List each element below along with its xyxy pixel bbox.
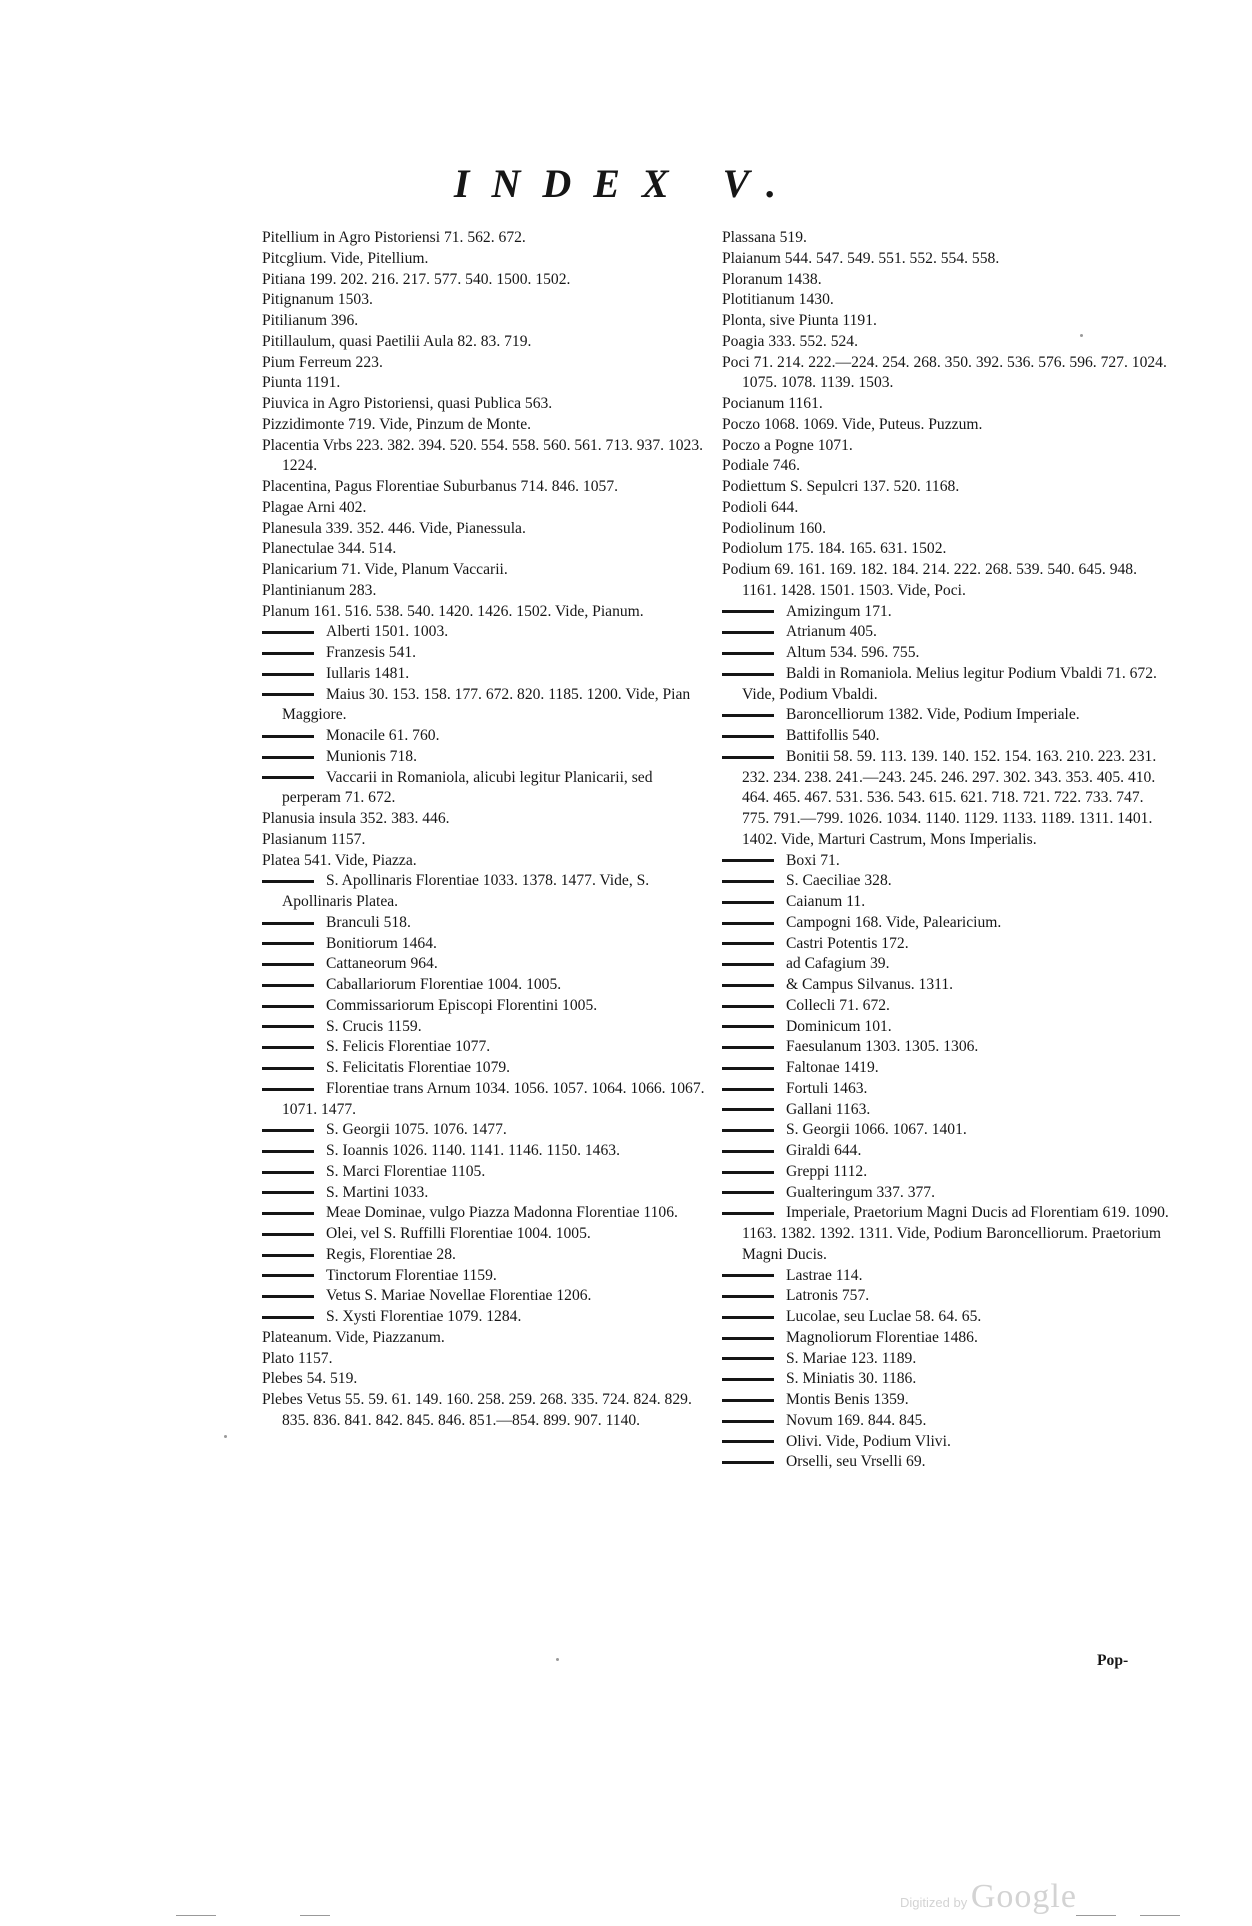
entry-text: Franzesis 541. [326, 644, 417, 661]
entry-text: Pitilianum 396. [262, 312, 359, 329]
entry-text: Olivi. Vide, Podium Vlivi. [786, 1432, 951, 1450]
index-entry [722, 1307, 1172, 1328]
index-entry [262, 643, 712, 664]
entry-text: Placentina, Pagus Florentiae Suburbanus 714. 846. 1057. [262, 478, 619, 495]
entry-text: Novum 169. 844. 845. [786, 1411, 927, 1429]
ditto-dash [722, 1088, 774, 1091]
entry-text: Atrianum 405. [786, 623, 877, 641]
index-entry [262, 498, 712, 519]
index-entry [262, 1245, 712, 1266]
index-entry [262, 726, 712, 747]
index-entry [722, 1183, 1172, 1204]
ditto-dash [262, 922, 314, 925]
entry-text: Orselli, seu Vrselli 69. [786, 1453, 926, 1471]
entry-text: Monacile 61. 760. [326, 727, 440, 744]
index-entry [722, 1203, 1172, 1265]
ditto-dash [722, 963, 774, 966]
index-entry [722, 975, 1172, 996]
entry-text: Caianum 11. [786, 893, 866, 910]
index-entry [722, 228, 1172, 249]
entry-text: S. Xysti Florentiae 1079. 1284. [326, 1308, 522, 1325]
entry-text: S. Apollinaris Florentiae 1033. 1378. 1477. Vide, S. Apollinaris Platea. [282, 872, 650, 910]
index-entry [262, 353, 712, 374]
index-entry [262, 332, 712, 353]
entry-text: Bonitiorum 1464. [326, 934, 437, 952]
index-entry [722, 747, 1172, 851]
left-index-column [262, 228, 712, 1432]
index-entry [262, 1390, 712, 1432]
entry-text: Florentiae trans Arnum 1034. 1056. 1057. 1064. 1066. 1067. 1071. 1477. [282, 1079, 705, 1118]
index-entry [722, 1328, 1172, 1349]
index-entry [722, 1286, 1172, 1307]
entry-text: Podiolinum 160. [722, 519, 826, 537]
index-entry [722, 913, 1172, 934]
entry-text: Magnoliorum Florentiae 1486. [786, 1328, 978, 1346]
entry-text: Pitillaulum, quasi Paetilii Aula 82. 83. 719. [262, 332, 532, 350]
index-entry [262, 830, 712, 851]
index-entry [722, 871, 1172, 892]
entry-text: Bonitii 58. 59. 113. 139. 140. 152. 154. 163. 210. 223. 231. 232. 234. 238. 241.—243. 245. 246. 297. 302. 343. 353. 405. 410. 464. 465. 467. 531. 536. 543. 615. 621. 718. 721. 722. 733. 747. 775. 791.—799. 1026. 1034. 1140. 1129. 1133. 1189. 1311. 1401. 1402. Vide, Marturi Castrum, Mons Imperialis. [742, 747, 1157, 848]
entry-text: Poczo 1068. 1069. Vide, Puteus. Puzzum. [722, 415, 983, 433]
ditto-dash [722, 1150, 774, 1153]
ditto-dash [722, 1025, 774, 1028]
index-entry [722, 270, 1172, 291]
index-entry [722, 1037, 1172, 1058]
entry-text: S. Georgii 1075. 1076. 1477. [326, 1121, 507, 1139]
entry-text: Pocianum 1161. [722, 395, 823, 412]
entry-text: Plassana 519. [722, 229, 807, 246]
ditto-dash [262, 1171, 314, 1174]
ditto-dash [262, 984, 314, 987]
index-entry [262, 1183, 712, 1204]
entry-text: Meae Dominae, vulgo Piazza Madonna Florentiae 1106. [326, 1204, 678, 1222]
entry-text: Plebes Vetus 55. 59. 61. 149. 160. 258. 259. 268. 335. 724. 824. 829. 835. 836. 841. 842. 845. 846. 851.—854. 899. 907. 1140. [262, 1391, 692, 1429]
entry-text: Dominicum 101. [786, 1017, 892, 1035]
entry-text: S. Caeciliae 328. [786, 872, 892, 890]
index-entry [262, 373, 712, 394]
index-entry [722, 539, 1172, 560]
index-entry [262, 747, 712, 768]
index-entry [722, 934, 1172, 955]
index-entry [722, 996, 1172, 1017]
index-entry [262, 1286, 712, 1307]
entry-text: Platea 541. Vide, Piazza. [262, 851, 417, 869]
index-entry [262, 1328, 712, 1349]
entry-text: Castri Potentis 172. [786, 934, 909, 952]
ditto-dash [722, 880, 774, 883]
entry-text: Caballariorum Florentiae 1004. 1005. [326, 976, 562, 993]
ditto-dash [262, 756, 314, 759]
index-entry [722, 311, 1172, 332]
index-entry [262, 477, 712, 498]
ditto-dash [262, 1191, 314, 1194]
entry-text: Giraldi 644. [786, 1142, 862, 1159]
ditto-dash [722, 1046, 774, 1049]
ditto-dash [722, 984, 774, 987]
index-entry [722, 394, 1172, 415]
index-entry [262, 809, 712, 830]
index-entry [262, 1162, 712, 1183]
ditto-dash [262, 735, 314, 738]
entry-text: Plotitianum 1430. [722, 291, 834, 309]
ditto-dash [262, 673, 314, 676]
ditto-dash [262, 1005, 314, 1008]
index-entry [262, 851, 712, 872]
index-entry [722, 954, 1172, 975]
entry-text: Plasianum 1157. [262, 830, 366, 848]
ditto-dash [722, 714, 774, 717]
index-entry [262, 228, 712, 249]
ditto-dash [722, 610, 774, 613]
entry-text: Regis, Florentiae 28. [326, 1245, 456, 1263]
ditto-dash [262, 1254, 314, 1257]
ditto-dash [722, 1420, 774, 1423]
index-entry [722, 1141, 1172, 1162]
entry-text: Montis Benis 1359. [786, 1391, 909, 1408]
entry-text: S. Felicitatis Florentiae 1079. [326, 1059, 511, 1076]
ditto-dash [722, 673, 774, 676]
ditto-dash [262, 652, 314, 655]
ditto-dash [262, 880, 314, 883]
ditto-dash [722, 1357, 774, 1360]
index-entry [262, 1369, 712, 1390]
index-entry [722, 1390, 1172, 1411]
entry-text: & Campus Silvanus. 1311. [786, 976, 954, 993]
entry-text: Pizzidimonte 719. Vide, Pinzum de Monte. [262, 415, 532, 433]
margin-rule [176, 1915, 216, 1916]
entry-text: Lucolae, seu Luclae 58. 64. 65. [786, 1308, 982, 1325]
entry-text: S. Mariae 123. 1189. [786, 1349, 917, 1367]
entry-text: Faesulanum 1303. 1305. 1306. [786, 1038, 979, 1056]
entry-text: Podium 69. 161. 169. 182. 184. 214. 222. 268. 539. 540. 645. 948. 1161. 1428. 1501. 1503. Vide, Poci. [722, 561, 1137, 599]
entry-text: Planesula 339. 352. 446. Vide, Pianessula. [262, 519, 526, 537]
entry-text: Battifollis 540. [786, 727, 880, 744]
index-entry [262, 311, 712, 332]
ditto-dash [262, 1295, 314, 1298]
entry-text: Plagae Arni 402. [262, 498, 367, 516]
index-entry [262, 622, 712, 643]
ditto-dash [262, 1129, 314, 1132]
index-entry [262, 1349, 712, 1370]
index-entry [722, 622, 1172, 643]
digitization-watermark [900, 1878, 1077, 1916]
index-entry [722, 332, 1172, 353]
ditto-dash [722, 1295, 774, 1298]
index-entry [722, 1058, 1172, 1079]
index-entry [722, 1100, 1172, 1121]
entry-text: S. Miniatis 30. 1186. [786, 1370, 917, 1388]
entry-text: Olei, vel S. Ruffilli Florentiae 1004. 1005. [326, 1225, 591, 1242]
entry-text: Baldi in Romaniola. Melius legitur Podium Vbaldi 71. 672. Vide, Podium Vbaldi. [742, 664, 1157, 703]
entry-text: S. Felicis Florentiae 1077. [326, 1038, 491, 1056]
entry-text: Poagia 333. 552. 524. [722, 332, 859, 350]
ditto-dash [262, 693, 314, 696]
entry-text: Imperiale, Praetorium Magni Ducis ad Florentiam 619. 1090. 1163. 1382. 1392. 1311. Vide, Podium Baroncelliorum. Praetorium Magni Ducis. [742, 1204, 1169, 1263]
ditto-dash [722, 1337, 774, 1340]
index-entry [722, 851, 1172, 872]
index-entry [722, 1432, 1172, 1453]
entry-text: Greppi 1112. [786, 1162, 868, 1180]
ditto-dash [722, 1005, 774, 1008]
ditto-dash [722, 1378, 774, 1381]
ditto-dash [262, 1067, 314, 1070]
entry-text: Planum 161. 516. 538. 540. 1420. 1426. 1502. Vide, Pianum. [262, 602, 644, 620]
ditto-dash [722, 1316, 774, 1319]
entry-text: Maius 30. 153. 158. 177. 672. 820. 1185. 1200. Vide, Pian Maggiore. [282, 685, 691, 724]
ditto-dash [722, 652, 774, 655]
ditto-dash [722, 1108, 774, 1111]
ditto-dash [722, 1461, 774, 1464]
entry-text: S. Ioannis 1026. 1140. 1141. 1146. 1150. 1463. [326, 1142, 620, 1159]
index-entry [262, 934, 712, 955]
index-entry [262, 519, 712, 540]
ditto-dash [262, 631, 314, 634]
entry-text: Commissariorum Episcopi Florentini 1005. [326, 996, 598, 1014]
index-entry [262, 1266, 712, 1287]
ditto-dash [262, 1274, 314, 1277]
index-entry [262, 1017, 712, 1038]
google-logo: Google [970, 1878, 1077, 1915]
entry-text: Podiettum S. Sepulcri 137. 520. 1168. [722, 478, 960, 495]
ditto-dash [722, 1399, 774, 1402]
entry-text: Podiale 746. [722, 457, 800, 475]
index-entry [722, 456, 1172, 477]
ditto-dash [262, 1316, 314, 1319]
entry-text: Vetus S. Mariae Novellae Florentiae 1206. [326, 1287, 592, 1305]
index-entry [262, 602, 712, 623]
index-entry [722, 1162, 1172, 1183]
entry-text: Planusia insula 352. 383. 446. [262, 810, 450, 827]
entry-text: Branculi 518. [326, 913, 411, 931]
entry-text: Altum 534. 596. 755. [786, 644, 920, 661]
entry-text: Plonta, sive Piunta 1191. [722, 312, 877, 329]
index-entry [722, 1349, 1172, 1370]
scan-speck [224, 1435, 227, 1438]
entry-text: Pitcglium. Vide, Pitellium. [262, 249, 429, 267]
ditto-dash [722, 942, 774, 945]
margin-rule [300, 1915, 330, 1916]
entry-text: Tinctorum Florentiae 1159. [326, 1266, 497, 1284]
entry-text: Vaccarii in Romaniola, alicubi legitur Planicarii, sed perperam 71. 672. [282, 768, 653, 807]
margin-rule [1140, 1915, 1180, 1916]
index-entry [262, 1224, 712, 1245]
index-entry [722, 1411, 1172, 1432]
entry-text: Plantinianum 283. [262, 581, 377, 599]
ditto-dash [722, 1440, 774, 1443]
index-entry [722, 1452, 1172, 1473]
ditto-dash [262, 1088, 314, 1091]
ditto-dash [722, 1171, 774, 1174]
ditto-dash [722, 1191, 774, 1194]
index-entry [262, 1058, 712, 1079]
entry-text: ad Cafagium 39. [786, 955, 890, 973]
entry-text: Gallani 1163. [786, 1100, 871, 1118]
entry-text: Poczo a Pogne 1071. [722, 436, 853, 454]
entry-text: Lastrae 114. [786, 1266, 863, 1284]
entry-text: Faltonae 1419. [786, 1059, 879, 1076]
entry-text: Iullaris 1481. [326, 664, 410, 682]
ditto-dash [722, 1067, 774, 1070]
index-entry [262, 1203, 712, 1224]
scan-speck [556, 1658, 559, 1661]
index-entry [722, 1079, 1172, 1100]
entry-text: Planicarium 71. Vide, Planum Vaccarii. [262, 561, 508, 578]
ditto-dash [262, 1212, 314, 1215]
index-entry [262, 871, 712, 913]
index-entry [722, 436, 1172, 457]
entry-text: Planectulae 344. 514. [262, 540, 397, 558]
index-entry [722, 664, 1172, 706]
index-entry [722, 602, 1172, 623]
entry-text: Campogni 168. Vide, Palearicium. [786, 913, 1002, 931]
index-entry [262, 290, 712, 311]
entry-text: Latronis 757. [786, 1287, 870, 1305]
ditto-dash [722, 631, 774, 634]
index-entry [262, 664, 712, 685]
right-index-column [722, 228, 1172, 1473]
ditto-dash [722, 901, 774, 904]
ditto-dash [722, 922, 774, 925]
index-entry [722, 498, 1172, 519]
entry-text: S. Martini 1033. [326, 1183, 429, 1201]
ditto-dash [262, 1046, 314, 1049]
index-entry [262, 685, 712, 727]
index-entry [722, 643, 1172, 664]
entry-text: Fortuli 1463. [786, 1079, 868, 1097]
entry-text: Baroncelliorum 1382. Vide, Podium Imperiale. [786, 706, 1080, 724]
entry-text: Boxi 71. [786, 851, 840, 869]
ditto-dash [262, 963, 314, 966]
entry-text: Plateanum. Vide, Piazzanum. [262, 1328, 445, 1346]
ditto-dash [262, 942, 314, 945]
entry-text: Podioli 644. [722, 498, 799, 516]
ditto-dash [722, 1274, 774, 1277]
entry-text: Plebes 54. 519. [262, 1370, 358, 1388]
entry-text: Pium Ferreum 223. [262, 353, 383, 371]
entry-text: Munionis 718. [326, 747, 417, 765]
index-entry [722, 705, 1172, 726]
index-entry [262, 996, 712, 1017]
ditto-dash [262, 1233, 314, 1236]
entry-text: Pitellium in Agro Pistoriensi 71. 562. 672. [262, 229, 526, 246]
entry-text: Ploranum 1438. [722, 270, 822, 288]
index-entry [722, 415, 1172, 436]
ditto-dash [262, 1025, 314, 1028]
index-entry [722, 1017, 1172, 1038]
entry-text: Cattaneorum 964. [326, 955, 438, 973]
index-entry [262, 913, 712, 934]
entry-text: Podiolum 175. 184. 165. 631. 1502. [722, 540, 947, 558]
entry-text: Amizingum 171. [786, 602, 892, 620]
ditto-dash [262, 776, 314, 779]
ditto-dash [722, 859, 774, 862]
ditto-dash [722, 756, 774, 759]
catchword: Pop- [1097, 1652, 1129, 1669]
entry-text: Alberti 1501. 1003. [326, 623, 449, 641]
entry-text: S. Marci Florentiae 1105. [326, 1162, 486, 1180]
index-entry [722, 249, 1172, 270]
index-entry [262, 270, 712, 291]
entry-text: Piuvica in Agro Pistoriensi, quasi Publica 563. [262, 395, 553, 412]
index-entry [722, 892, 1172, 913]
index-entry [262, 768, 712, 810]
index-entry [262, 975, 712, 996]
entry-text: S. Crucis 1159. [326, 1017, 422, 1035]
entry-text: Piunta 1191. [262, 374, 341, 392]
index-entry [722, 1266, 1172, 1287]
ditto-dash [262, 1150, 314, 1153]
index-entry [722, 1369, 1172, 1390]
index-entry [722, 726, 1172, 747]
index-entry [722, 560, 1172, 602]
entry-text: Pitiana 199. 202. 216. 217. 577. 540. 1500. 1502. [262, 270, 571, 288]
index-entry [722, 1120, 1172, 1141]
entry-text: Gualteringum 337. 377. [786, 1183, 935, 1201]
ditto-dash [722, 735, 774, 738]
index-entry [262, 954, 712, 975]
entry-text: Poci 71. 214. 222.—224. 254. 268. 350. 392. 536. 576. 596. 727. 1024. 1075. 1078. 1139. 1503. [722, 353, 1167, 392]
entry-text: Plaianum 544. 547. 549. 551. 552. 554. 558. [722, 249, 1000, 267]
entry-text: S. Georgii 1066. 1067. 1401. [786, 1121, 967, 1139]
index-entry [722, 353, 1172, 395]
index-entry [722, 477, 1172, 498]
ditto-dash [722, 1129, 774, 1132]
scan-speck [1080, 334, 1083, 337]
index-entry [722, 519, 1172, 540]
ditto-dash [722, 1212, 774, 1215]
index-entry [262, 1141, 712, 1162]
entry-text: Pitignanum 1503. [262, 291, 373, 309]
entry-text: Plato 1157. [262, 1349, 333, 1367]
watermark-prefix: Digitized by [900, 1895, 968, 1910]
index-entry [262, 1120, 712, 1141]
index-entry [262, 415, 712, 436]
index-entry [262, 1307, 712, 1328]
index-entry [262, 436, 712, 478]
index-entry [262, 394, 712, 415]
index-entry [262, 539, 712, 560]
index-entry [262, 581, 712, 602]
entry-text: Collecli 71. 672. [786, 996, 890, 1014]
entry-text: Placentia Vrbs 223. 382. 394. 520. 554. 558. 560. 561. 713. 937. 1023. 1224. [262, 436, 704, 475]
index-entry [262, 1037, 712, 1058]
index-entry [262, 1079, 712, 1121]
index-entry [262, 560, 712, 581]
margin-rule [1076, 1915, 1116, 1916]
index-entry [722, 290, 1172, 311]
index-entry [262, 249, 712, 270]
page-title: INDEX V. [453, 161, 799, 206]
